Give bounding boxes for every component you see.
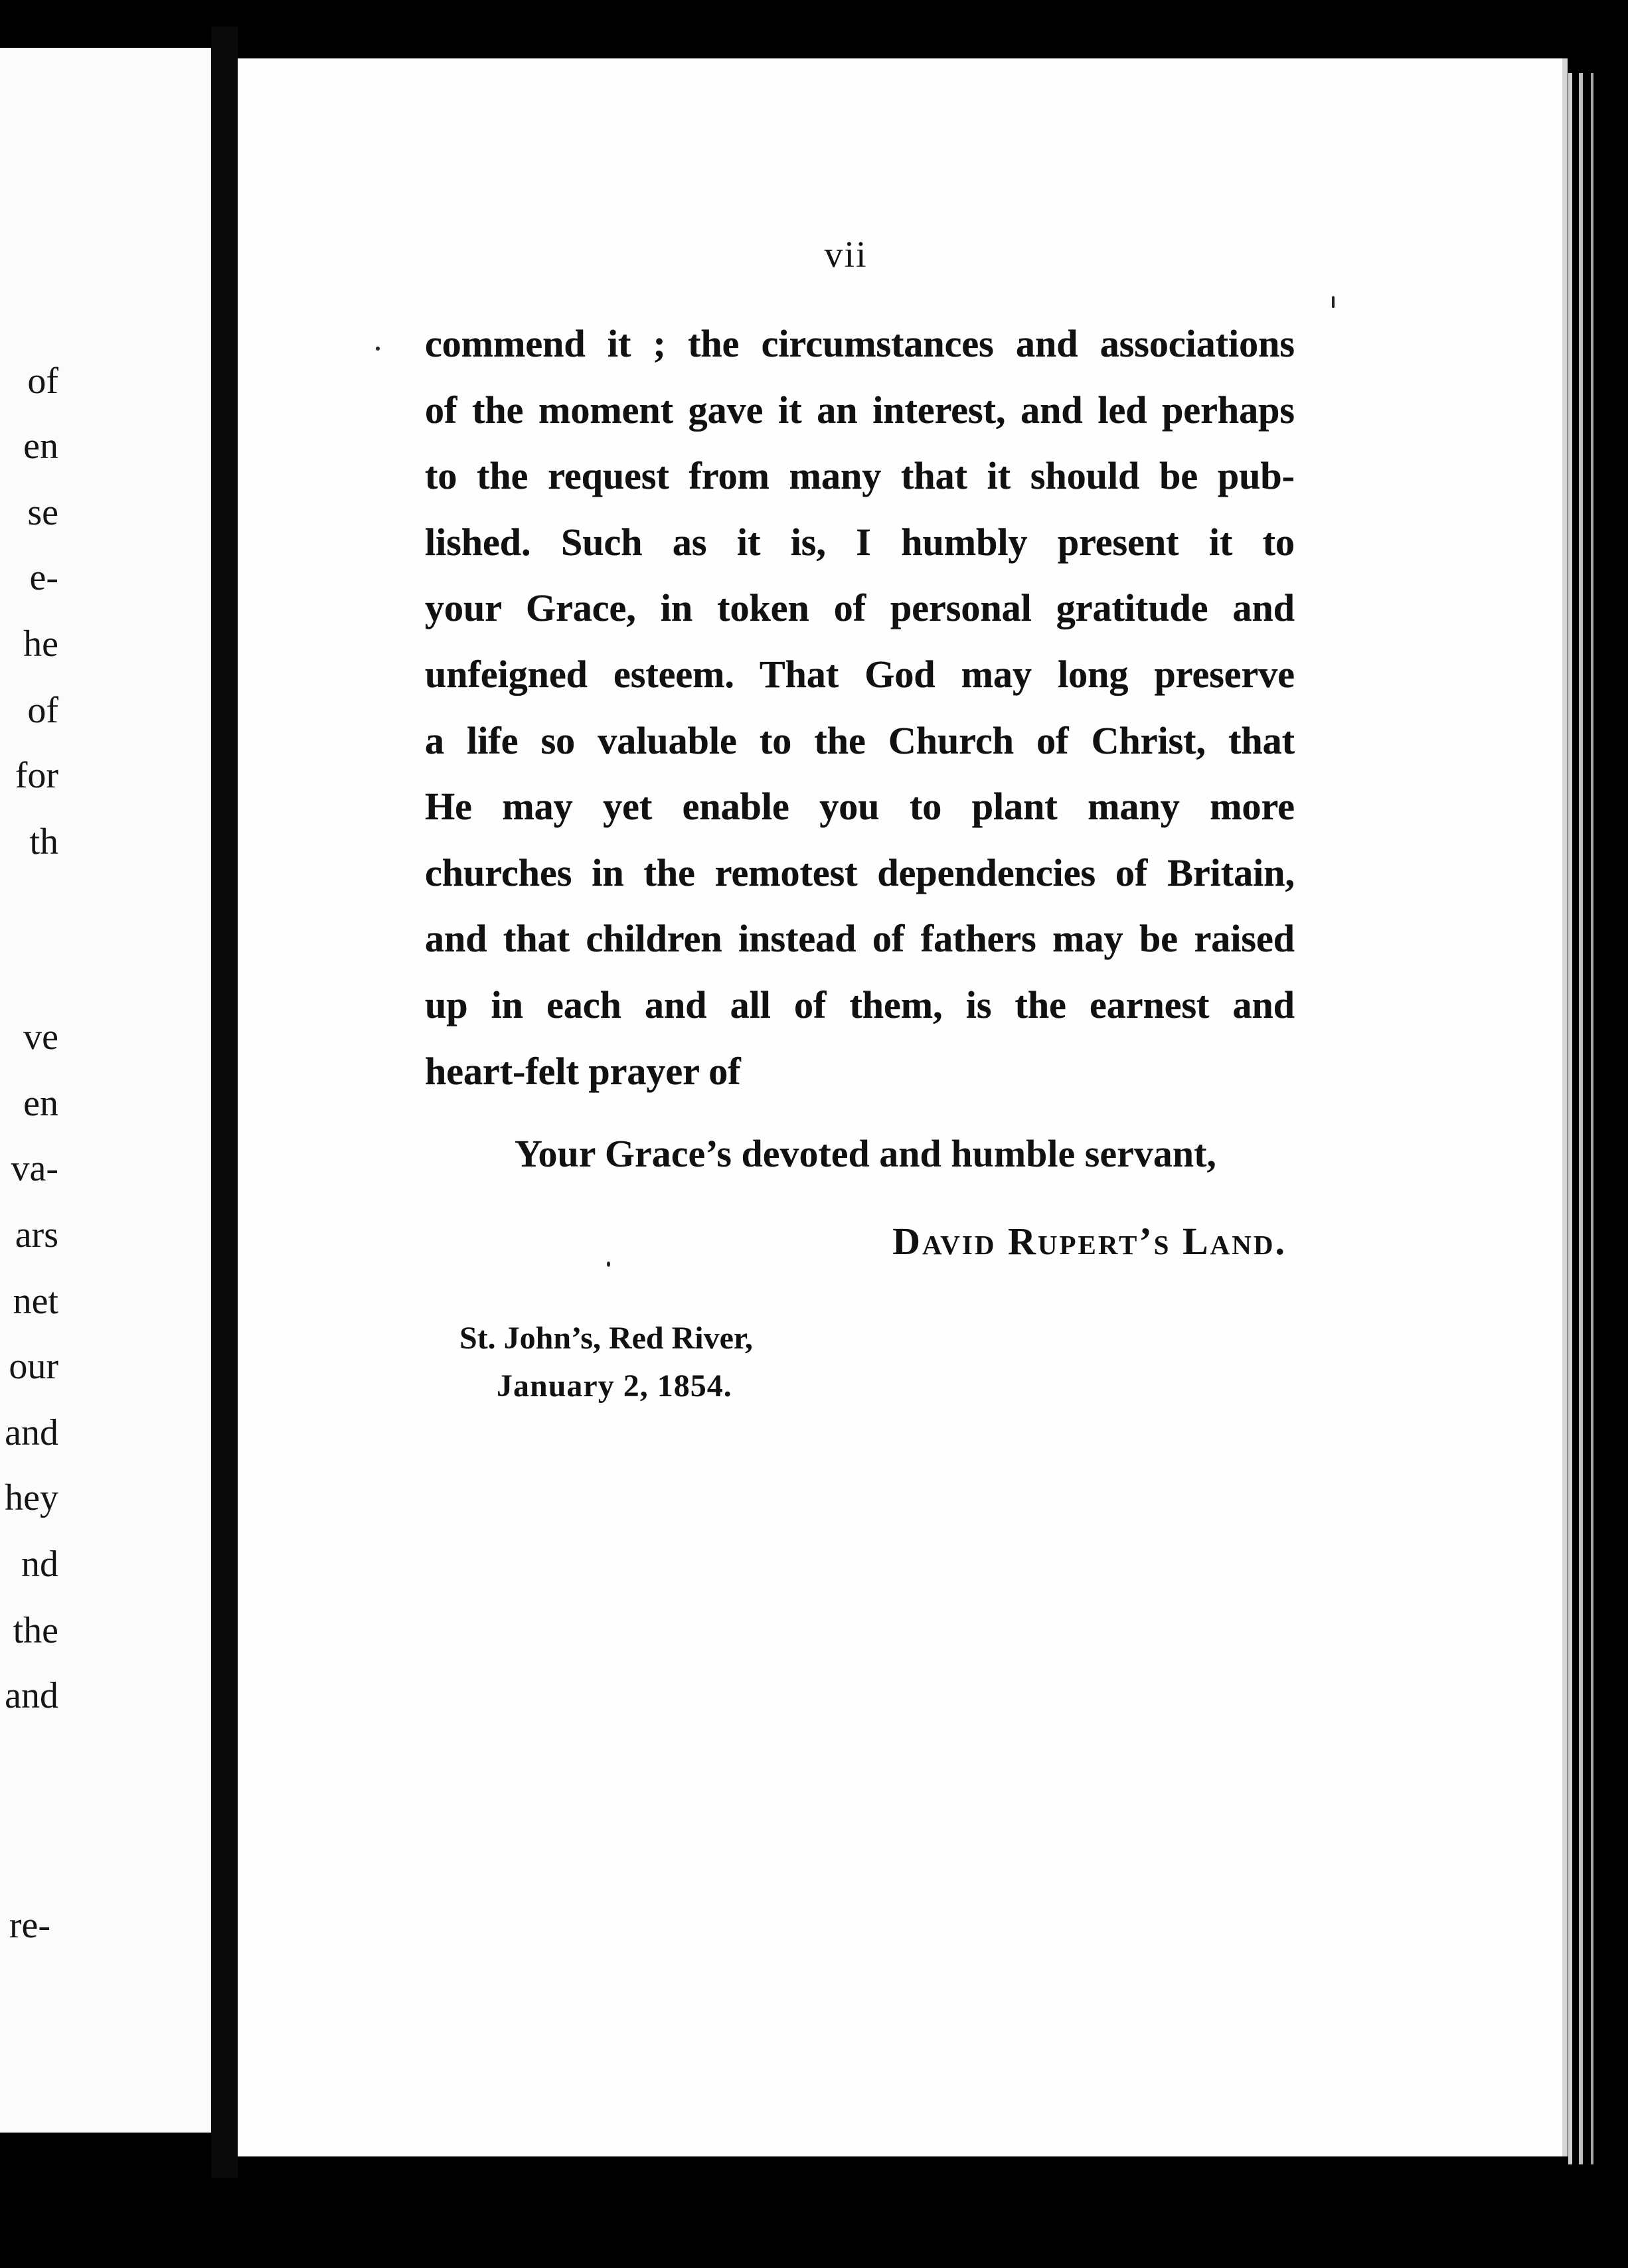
book-gutter: [211, 27, 238, 2178]
page-number: vii: [824, 234, 868, 276]
fragment: ve: [23, 1016, 58, 1058]
fragment: ars: [15, 1214, 58, 1256]
fragment: e-: [29, 557, 58, 598]
fragment: and: [5, 1412, 58, 1453]
fragment: and: [5, 1675, 58, 1716]
page-edge: [1568, 73, 1572, 2164]
fragment: va-: [11, 1148, 58, 1189]
signature: David Rupert’s Land.: [892, 1220, 1287, 1263]
fragment: se: [27, 492, 58, 533]
fragment: he: [23, 623, 58, 665]
fragment: our: [9, 1346, 58, 1387]
page-edge: [1591, 73, 1593, 2164]
place-line: St. John’s, Red River,: [459, 1321, 753, 1356]
fragment: re-: [9, 1905, 50, 1946]
text-line: lished. Such as it is, I humbly present it to: [425, 520, 1295, 564]
text-line: your Grace, in token of personal gratitude and: [425, 586, 1295, 630]
text-line: heart-felt prayer of: [425, 1049, 741, 1093]
scan-speck: [607, 1261, 610, 1267]
text-line: unfeigned esteem. That God may long preserve: [425, 652, 1295, 696]
fragment: net: [13, 1281, 58, 1322]
fragment: th: [29, 821, 58, 862]
text-line: commend it ; the circumstances and associations: [425, 322, 1295, 365]
text-line: He may yet enable you to plant many more: [425, 785, 1295, 829]
body-paragraph: [425, 311, 1295, 1104]
scan-speck: [1332, 296, 1335, 308]
closing-salutation: Your Grace’s devoted and humble servant,: [515, 1132, 1216, 1175]
text-line: churches in the remotest dependencies of Britain,: [425, 850, 1295, 894]
fragment: the: [13, 1610, 58, 1651]
text-line: to the request from many that it should be pub-: [425, 454, 1295, 498]
fragment: of: [27, 361, 58, 402]
fragment: for: [15, 755, 58, 796]
text-line: a life so valuable to the Church of Christ, that: [425, 718, 1295, 762]
facing-page-fragments: [0, 48, 211, 2133]
facing-page-left: [0, 48, 211, 2133]
fragment: hey: [5, 1477, 58, 1518]
page-edge: [1579, 73, 1583, 2164]
text-line: of the moment gave it an interest, and led perhaps: [425, 388, 1295, 432]
date-line: January 2, 1854.: [497, 1368, 732, 1404]
scan-speck: [376, 347, 380, 351]
text-line: up in each and all of them, is the earnest and: [425, 983, 1295, 1026]
fragment: of: [27, 690, 58, 731]
text-line: and that children instead of fathers may be raised: [425, 917, 1295, 961]
fragment: en: [23, 426, 58, 467]
fragment: en: [23, 1083, 58, 1124]
fragment: nd: [21, 1544, 58, 1585]
